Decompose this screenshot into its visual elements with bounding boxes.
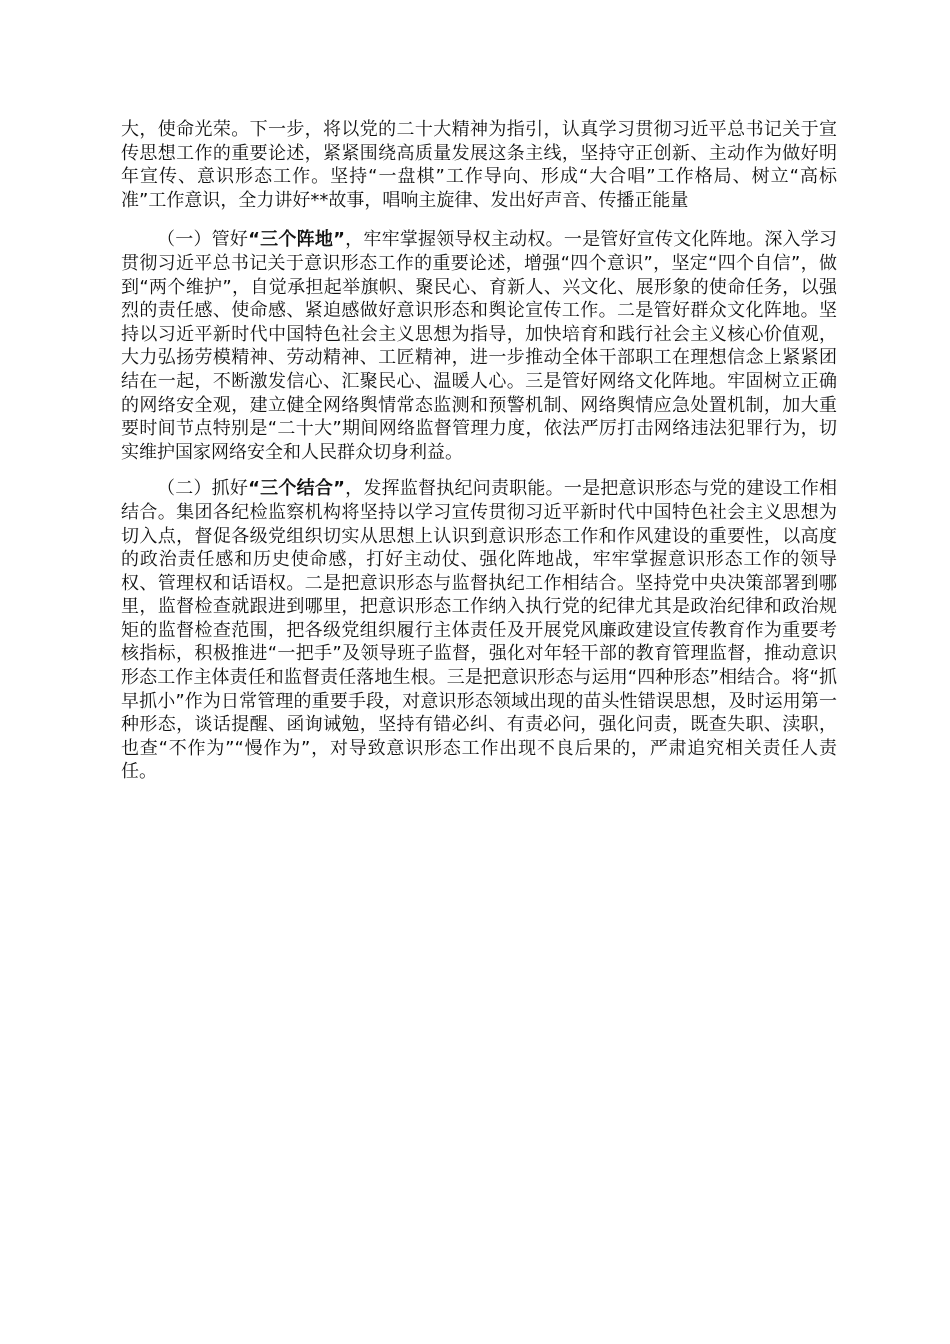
section-2-body: ，发挥监督执纪问责职能。一是把意识形态与党的建设工作相结合。集团各纪检监察机构将坚持以学习宣传贯彻习近平新时代中国特色社会主义思想为切入点，督促各级党组织切实从思想上认识到意识形态工作和作风建设的重要性，以高度的政治责任感和历史使命感，打好主动仗、强化阵地战，牢牢掌握意识形态工作的领导权、管理权和话语权。二是把意识形态与监督执纪工作相结合。坚持党中央决策部署到哪里，监督检查就跟进到哪里，把意识形态工作纳入执行党的纪律尤其是政治纪律和政治规矩的监督检查范围，把各级党组织履行主体责任及开展党风廉政建设宣传教育作为重要考核指标，积极推进“一把手”及领导班子监督，强化对年轻干部的教育管理监督，推动意识形态工作主体责任和监督责任落地生根。三是把意识形态与运用“四种形态”相结合。将“抓早抓小”作为日常管理的重要手段，对意识形态领域出现的苗头性错误思想，及时运用第一种形态，谈话提醒、函询诫勉，坚持有错必纠、有责必问，强化问责，既查失职、渎职，也查“不作为”“慢作为”，对导致意识形态工作出现不良后果的，严肃追究相关责任人责任。 <box>121 478 837 783</box>
document-page <box>121 118 837 797</box>
section-1-body: ，牢牢掌握领导权主动权。一是管好宣传文化阵地。深入学习贯彻习近平总书记关于意识形态工作的重要论述，增强“四个意识”，坚定“四个自信”，做到“两个维护”，自觉承担起举旗帜、聚民心、育新人、兴文化、展形象的使命任务，以强烈的责任感、使命感、紧迫感做好意识形态和舆论宣传工作。二是管好群众文化阵地。坚持以习近平新时代中国特色社会主义思想为指导，加快培育和践行社会主义核心价值观，大力弘扬劳模精神、劳动精神、工匠精神，进一步推动全体干部职工在理想信念上紧紧团结在一起，不断激发信心、汇聚民心、温暖人心。三是管好网络文化阵地。牢固树立正确的网络安全观，建立健全网络舆情常态监测和预警机制、网络舆情应急处置机制，加大重要时间节点特别是“二十大”期间网络监督管理力度，依法严厉打击网络违法犯罪行为，切实维护国家网络安全和人民群众切身利益。 <box>121 229 837 463</box>
section-2-paragraph <box>121 477 837 784</box>
section-2-heading-prefix: （二）抓好 <box>157 478 249 500</box>
intro-paragraph: 大，使命光荣。下一步，将以党的二十大精神为指引，认真学习贯彻习近平总书记关于宣传思想工作的重要论述，紧紧围绕高质量发展这条主线，坚持守正创新、主动作为做好明年宣传、意识形态工作。坚持“一盘棋”工作导向、形成“大合唱”工作格局、树立“高标准”工作意识，全力讲好**故事，唱响主旋律、发出好声音、传播正能量 <box>121 119 837 211</box>
section-1-paragraph <box>121 228 837 464</box>
section-1-heading-bold: “三个阵地” <box>248 229 345 251</box>
section-1-heading-prefix: （一）管好 <box>157 229 249 251</box>
section-2-heading-bold: “三个结合” <box>248 478 345 500</box>
